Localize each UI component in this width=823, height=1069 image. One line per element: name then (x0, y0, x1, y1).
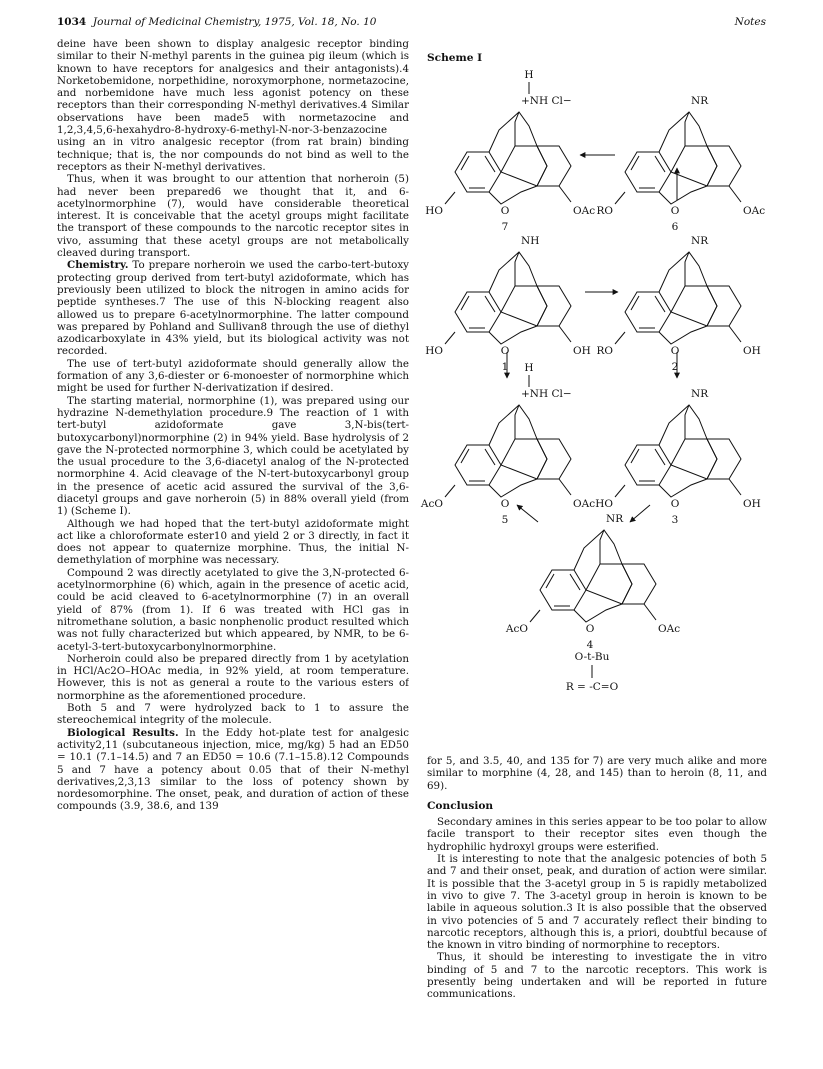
compound-amine-label: NR (606, 513, 624, 525)
compound-3-substituent: RO (596, 205, 613, 217)
amine-hydrogen-label: H (524, 362, 534, 374)
compound-amine-label: NR (691, 235, 709, 247)
compound-number: 4 (586, 639, 594, 651)
compound-7-structure (425, 69, 595, 233)
ring-oxygen-label: O (500, 205, 510, 217)
compound-amine-label: NR (691, 388, 709, 400)
ring-oxygen-label: O (670, 498, 680, 510)
paragraph: Both 5 and 7 were hydrolyzed back to 1 to assure the stereochemical integrity of the molecule. (57, 702, 409, 727)
compound-4-structure (505, 513, 680, 651)
compound-number: 1 (501, 361, 509, 373)
compound-6-substituent: OH (573, 345, 591, 357)
paragraph: for 5, and 3.5, 40, and 135 for 7) are very much alike and more similar to morphine (4, 28, and 145) than to heroin (8, 11, and 69). (427, 755, 767, 792)
ring-oxygen-label: O (585, 623, 595, 635)
paragraph: It is interesting to note that the analgesic potencies of both 5 and 7 and their onset, peak, and duration of action were similar. It is possible that the 3-acetyl group in 5 is rapidly metabolized in vivo to give 7. The 3-acetyl group in heroin is known to be labile in aqueous solution.3 It is also possible that the observed in vivo potencies of 5 and 7 accurately reflect their binding to narcotic receptors, although this is, a priori, doubtful because of the known in vitro binding of normorphine to receptors. (427, 853, 767, 952)
arrow-3-to-4 (630, 505, 650, 522)
journal-citation: Journal of Medicinal Chemistry, 1975, Vol. 18, No. 10 (92, 16, 377, 28)
paragraph: Chemistry. To prepare norheroin we used the carbo-tert-butoxy protecting group derived from tert-butyl azidoformate, which has previously been utilized to block the nitrogen in amino acids for peptide syntheses.7 The use of this N-blocking reagent also allowed us to prepare 6-acetylnormorphine. The latter compound was prepared by Pohland and Sullivan8 through the use of diethyl azodicarboxylate in 43% yield, but its biological activity was not recorded. (57, 259, 409, 358)
compound-3-structure (595, 388, 761, 526)
ring-oxygen-label: O (670, 205, 680, 217)
compound-amine-label: +NH Cl− (521, 388, 572, 400)
left-column (57, 38, 409, 1060)
arrow-4-to-5 (517, 505, 538, 522)
compound-1-structure (425, 235, 591, 373)
compound-3-substituent: AcO (505, 623, 528, 635)
compound-number: 5 (501, 514, 509, 526)
reaction-scheme (420, 60, 770, 750)
compound-3-substituent: RO (596, 345, 613, 357)
paragraph: Thus, it should be interesting to investigate the in vitro binding of 5 and 7 to the narcotic receptors. This work is presently being undertaken and will be reported in future communications. (427, 951, 767, 1001)
section-label: Notes (734, 16, 766, 28)
compound-number: 7 (501, 221, 509, 233)
compound-3-substituent: HO (425, 345, 443, 357)
paragraph: Biological Results. In the Eddy hot-plate test for analgesic activity2,11 (subcutaneous injection, mice, mg/kg) 5 had an ED50 = 10.1 (7.1–14.5) and 7 an ED50 = 10.6 (7.1–15.8).12 Compounds 5 and 7 have a potency about 0.05 that of their N-methyl derivatives,2,3,13 similar to the loss of potency shown by nordesomorphine. The onset, peak, and duration of action of these compounds (3.9, 38.6, and 139 (57, 726, 409, 813)
compound-3-substituent: HO (425, 205, 443, 217)
paragraph: Thus, when it was brought to our attention that norheroin (5) had never been prepared6 we thought that it, and 6-acetylnormorphine (7), would have considerable theoretical interest. It is conceivable that the acetyl groups might facilitate the transport of these compounds to the narcotic receptor sites in vivo, assuming that these acetyl groups are not metabolically cleaved during transport. (57, 173, 409, 260)
paragraph: Norheroin could also be prepared directly from 1 by acetylation in HCl/Ac2O–HOAc media, in 92% yield, at room temperature. However, this is not as general a route to the various esters of normorphine as the aforementioned procedure. (57, 652, 409, 702)
section-heading: Conclusion (427, 799, 494, 812)
right-column (427, 755, 767, 1055)
paragraph: Secondary amines in this series appear to be too polar to allow facile transport to their receptor sites even though the hydrophilic hydroxyl groups were esterified. (427, 816, 767, 853)
compound-amine-label: NR (691, 95, 709, 107)
compound-6-substituent: OAc (573, 205, 596, 217)
compound-6-substituent: OH (743, 498, 761, 510)
compound-3-substituent: AcO (420, 498, 443, 510)
paragraph: deine have been shown to display analgesic receptor binding similar to their N-methyl parents in the guinea pig ileum (which is known to have receptors for analgesics and their antagonists).4 Norketobemidone, norpethidine, noroxymorphone, normetazocine, and norbemidone have much less agonist potency on these receptors than their corresponding N-methyl derivatives.4 Similar observations have been made5 with normetazocine and 1,2,3,4,5,6-hexahydro-8-hydroxy-6-methyl-N-nor-3-benzazocine using an in vitro analgesic receptor (from rat brain) binding technique; that is, the nor compounds do not bind as well to the receptors as their N-methyl derivatives. (57, 38, 409, 173)
paragraph: The use of tert-butyl azidoformate should generally allow the formation of any 3,6-diester or 6-monoester of normorphine which might be used for further N-derivatization if desired. (57, 357, 409, 395)
compound-5-structure (420, 362, 595, 526)
paragraph: The starting material, normorphine (1), was prepared using our hydrazine N-demethylation procedure.9 The reaction of 1 with tert-butyl azidoformate gave 3,N-bis(tert-butoxycarbonyl)normorphine (2) in 94% yield. Base hydrolysis of 2 gave the N-protected normorphine 3, which could be acetylated by the usual procedure to the 3,6-diacetyl analog of the N-protected normorphine 4. Acid cleavage of the N-tert-butoxycarbonyl group in the presence of acetic acid assured the survival of the 3,6-diacetyl groups and gave norheroin (5) in 88% overall yield (from 1) (Scheme I). (57, 394, 409, 518)
compound-6-substituent: OAc (743, 205, 766, 217)
header-left (57, 16, 376, 28)
ring-oxygen-label: O (500, 345, 510, 357)
compound-6-substituent: OAc (658, 623, 681, 635)
r-substituent: O-t-Bu (574, 651, 610, 663)
compound-6-substituent: OH (743, 345, 761, 357)
compound-2-structure (596, 235, 760, 373)
compound-6-substituent: OAc (573, 498, 596, 510)
compound-amine-label: +NH Cl− (521, 95, 572, 107)
r-label: R = -C=O (565, 681, 619, 693)
paragraph: Although we had hoped that the tert-butyl azidoformate might act like a chloroformate ester10 and yield 2 or 3 directly, in fact it does not appear to quaternize morphine. Thus, the initial N-demethylation of morphine was necessary. (57, 517, 409, 567)
r-group-definition (566, 651, 619, 693)
running-header (57, 14, 766, 30)
compound-number: 6 (671, 221, 679, 233)
page-number: 1034 (57, 16, 87, 28)
run-in-heading: Chemistry. (67, 259, 129, 272)
ring-oxygen-label: O (500, 498, 510, 510)
run-in-heading: Biological Results. (67, 726, 179, 739)
compound-number: 2 (671, 361, 679, 373)
compound-6-structure (596, 95, 765, 233)
compound-number: 3 (671, 514, 679, 526)
compound-amine-label: NH (521, 235, 540, 247)
ring-oxygen-label: O (670, 345, 680, 357)
scheme-title: Scheme I (427, 52, 483, 64)
compound-3-substituent: HO (595, 498, 613, 510)
paragraph: Compound 2 was directly acetylated to give the 3,N-protected 6-acetylnormorphine (6) which, again in the presence of acetic acid, could be acid cleaved to 6-acetylnormorphine (7) in an overall yield of 87% (from 1). If 6 was treated with HCl gas in nitromethane solution, a basic nonphenolic product resulted which was not fully characterized but which appeared, by NMR, to be 6-acetyl-3-tert-butoxycarbonylnormorphine. (57, 566, 409, 653)
amine-hydrogen-label: H (524, 69, 534, 81)
